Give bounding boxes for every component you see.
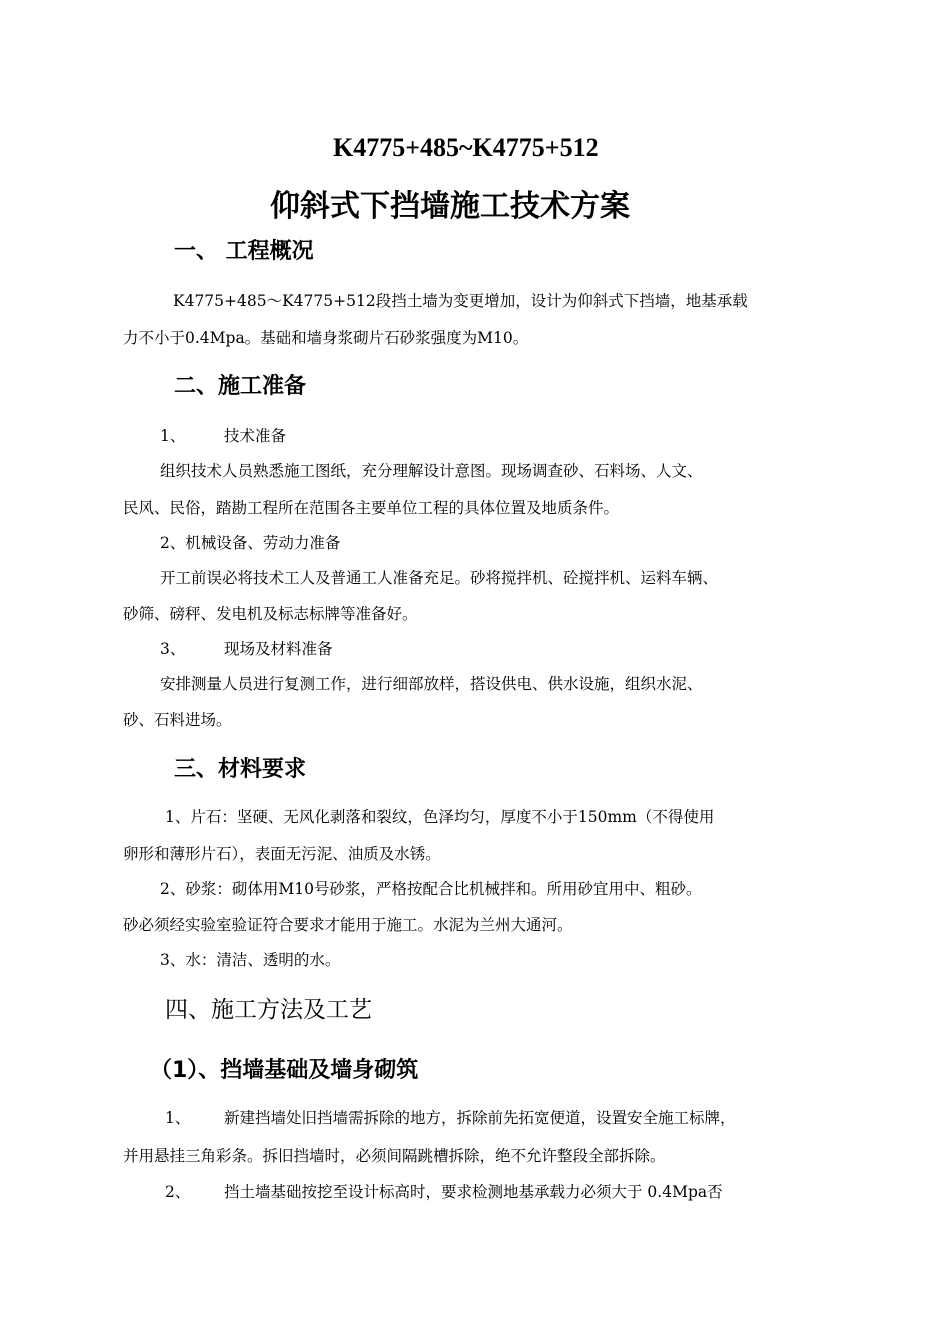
paragraph-line: 挡土墙基础按挖至设计标高时，要求检测地基承载力必须大于 0.4Mpa否 xyxy=(224,1183,723,1201)
document-title-station-range: K4775+485~K4775+512 xyxy=(333,133,599,162)
paragraph-line: 开工前误必将技术工人及普通工人准备充足。砂将搅拌机、砼搅拌机、运料车辆、 xyxy=(160,569,719,587)
list-item-number: 1、 xyxy=(160,427,186,445)
paragraph-line: 并用悬挂三角彩条。拆旧挡墙时，必须间隔跳槽拆除，绝不允许整段全部拆除。 xyxy=(123,1147,666,1165)
list-item-number: 3、 xyxy=(160,640,186,658)
list-item-number: 2、 xyxy=(165,1183,191,1201)
paragraph-line: 新建挡墙处旧挡墙需拆除的地方，拆除前先拓宽便道，设置安全施工标牌， xyxy=(224,1109,736,1127)
list-item-title: 技术准备 xyxy=(224,427,287,445)
paragraph-line: 砂、石料进场。 xyxy=(123,711,232,729)
subsection-heading-masonry: （1）、挡墙基础及墙身砌筑 xyxy=(150,1058,419,1083)
paragraph-line: 2、砂浆：砌体用M10号砂浆，严格按配合比机械拌和。所用砂宜用中、粗砂。 xyxy=(160,880,702,898)
section-heading-methods: 四、施工方法及工艺 xyxy=(165,997,372,1023)
paragraph-line: K4775+485～K4775+512段挡土墙为变更增加，设计为仰斜式下挡墙，地基承载 xyxy=(173,292,748,310)
paragraph-line: 组织技术人员熟悉施工图纸，充分理解设计意图。现场调查砂、石料场、人文、 xyxy=(160,462,703,480)
paragraph-line: 安排测量人员进行复测工作，进行细部放样，搭设供电、供水设施，组织水泥、 xyxy=(160,675,703,693)
paragraph-line: 3、水：清洁、透明的水。 xyxy=(160,951,341,969)
paragraph-line: 民风、民俗，踏勘工程所在范围各主要单位工程的具体位置及地质条件。 xyxy=(123,499,620,517)
section-heading-materials: 三、材料要求 xyxy=(174,757,307,782)
paragraph-line: 卵形和薄形片石），表面无污泥、油质及水锈。 xyxy=(123,845,441,863)
list-item-title: 2、机械设备、劳动力准备 xyxy=(160,534,341,552)
paragraph-line: 力不小于0.4Mpa。基础和墙身浆砌片石砂浆强度为M10。 xyxy=(123,329,529,347)
list-item-title: 现场及材料准备 xyxy=(224,640,333,658)
paragraph-line: 砂必须经实验室验证符合要求才能用于施工。水泥为兰州大通河。 xyxy=(123,916,573,934)
section-heading-overview: 一、 工程概况 xyxy=(174,239,314,264)
paragraph-line: 1、片石：坚硬、无风化剥落和裂纹，色泽均匀，厚度不小于150mm（不得使用 xyxy=(165,808,715,826)
section-heading-preparation: 二、施工准备 xyxy=(174,374,307,399)
list-item-number: 1、 xyxy=(165,1109,191,1127)
paragraph-line: 砂筛、磅秤、发电机及标志标牌等准备好。 xyxy=(123,605,418,623)
document-title: 仰斜式下挡墙施工技术方案 xyxy=(270,189,630,224)
